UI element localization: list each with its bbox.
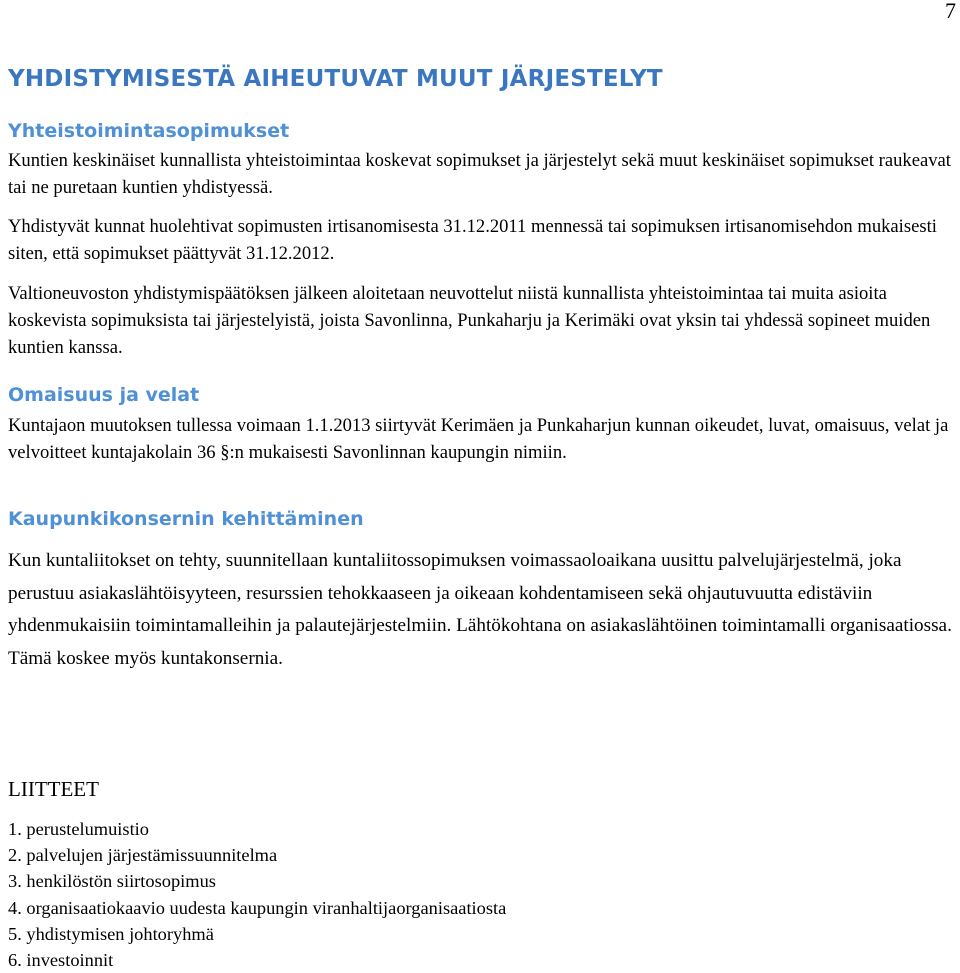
attachment-item: 6. investoinnit [8,950,114,971]
attachments-title: LIITTEET [8,777,99,801]
attachment-item: 1. perustelumuistio [8,819,149,839]
section-heading-yhteistoimintasopimukset: Yhteistoimintasopimukset [8,120,290,142]
section-heading-kaupunkikonsernin-kehittaminen: Kaupunkikonsernin kehittäminen [8,508,364,530]
main-heading: YHDISTYMISESTÄ AIHEUTUVAT MUUT JÄRJESTELYT [8,66,663,92]
paragraph: Kun kuntaliitokset on tehty, suunnitellaan kuntaliitossopimuksen voimassaoloaikana uusittu palvelujärjestelmä, joka perustuu asiakaslähtöisyyteen, resurssien tehokkaaseen ja oikeaan kohdentamiseen sekä ohjautuvuutta edistäviin yhdenmukaisiin toimintamalleihin ja palautejärjestelmiin. Lähtökohtana on asiakaslähtöinen toimintamalli organisaatiossa. Tämä koskee myös kuntakonsernia. [8,550,952,669]
paragraph: Kuntien keskinäiset kunnallista yhteistoimintaa koskevat sopimukset ja järjestelyt sekä muut keskinäiset sopimukset raukeavat tai ne puretaan kuntien yhdistyessä. [8,150,951,198]
page-number: 7 [945,0,956,23]
paragraph: Yhdistyvät kunnat huolehtivat sopimusten irtisanomisesta 31.12.2011 mennessä tai sopimuksen irtisanomisehdon mukaisesti siten, että sopimukset päättyvät 31.12.2012. [8,216,937,264]
attachments-list [8,816,506,973]
attachment-item: 3. henkilöstön siirtosopimus [8,871,216,892]
attachment-item: 4. organisaatiokaavio uudesta kaupungin viranhaltijaorganisaatiosta [8,897,507,918]
paragraph: Kuntajaon muutoksen tullessa voimaan 1.1.2013 siirtyvät Kerimäen ja Punkaharjun kunnan oikeudet, luvat, omaisuus, velat ja velvoitteet kuntajakolain 36 §:n mukaisesti Savonlinnan kaupungin nimiin. [8,415,949,463]
section-heading-omaisuus-ja-velat: Omaisuus ja velat [8,384,200,406]
attachment-item: 2. palvelujen järjestämissuunnitelma [8,845,278,866]
attachment-item: 5. yhdistymisen johtoryhmä [8,923,214,944]
paragraph: Valtioneuvoston yhdistymispäätöksen jälkeen aloitetaan neuvottelut niistä kunnallista yhteistoimintaa tai muita asioita koskevista sopimuksista tai järjestelyistä, joista Savonlinna, Punkaharju ja Kerimäki ovat yksin tai yhdessä sopineet muiden kuntien kanssa. [8,283,931,358]
